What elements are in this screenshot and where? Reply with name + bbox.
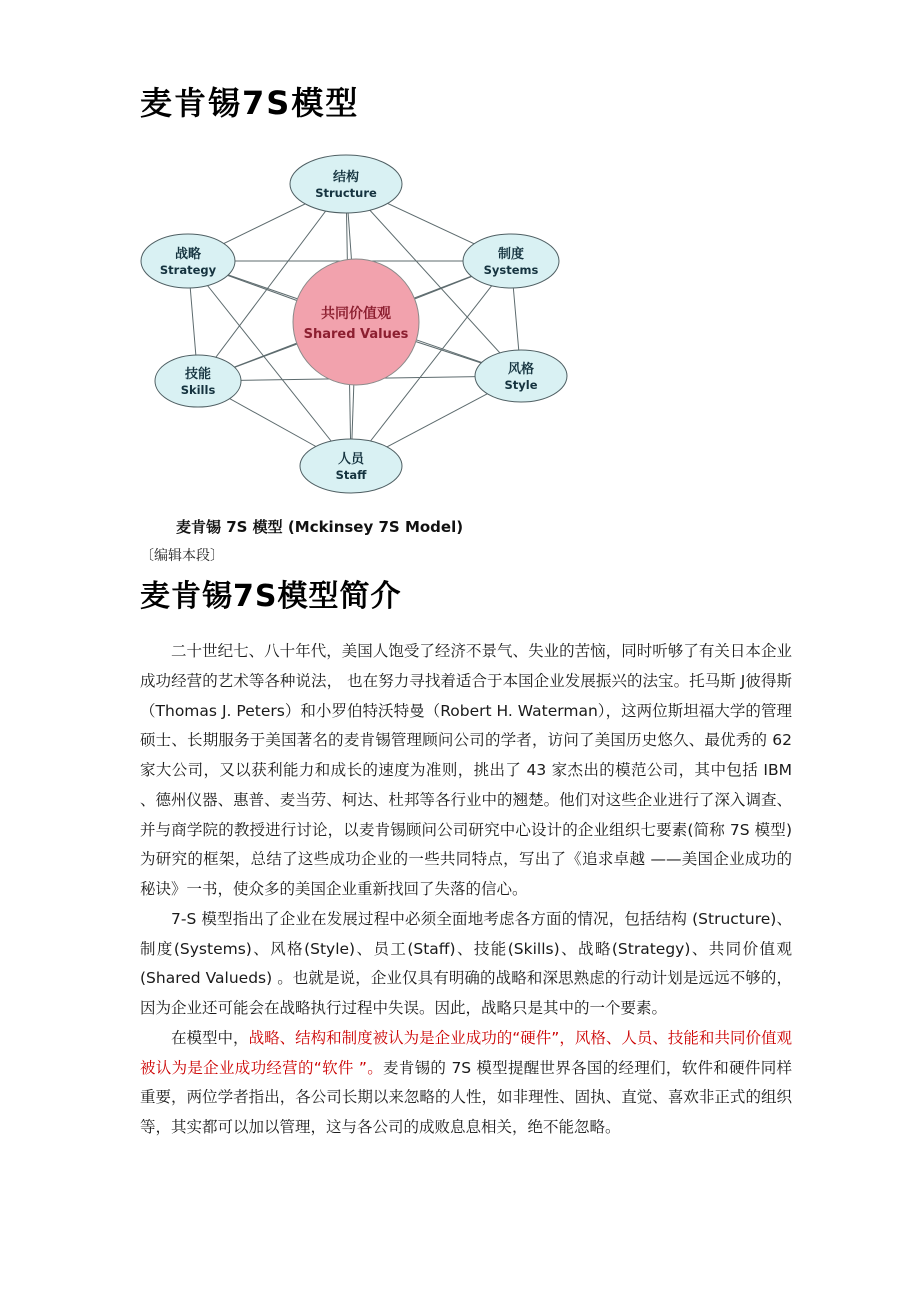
section-heading: 麦肯锡7S模型简介 [140, 579, 402, 614]
shared-values-label-en: Shared Values [303, 327, 409, 342]
shared-values-label-cn: 共同价值观 [321, 306, 391, 322]
structure-label-cn: 结构 [332, 170, 360, 185]
paragraph-hardware-software [140, 1024, 792, 1143]
diagram-node-strategy [141, 234, 235, 288]
staff-label-en: Staff [335, 468, 367, 482]
para3-red-text: 战略、结构和制度被认为是企业成功的“硬件”，风格、人员、技能和共同价值观被认为是企业成功经营的“软件 ”。 [140, 1028, 792, 1077]
diagram-node-systems [463, 234, 559, 288]
paragraph-seven-elements: 7-S 模型指出了企业在发展过程中必须全面地考虑各方面的情况，包括结构 (Structure)、制度(Systems)、风格(Style)、员工(Staff)、技能(Skills)、战略(Strategy)、共同价值观 (Shared Valueds) 。也就是说，企业仅具有明确的战略和深思熟虑的行动计划是远远不够的，因为企业还可能会在战略执行过程中失误。因此，战略只是其中的一个要素。 [140, 909, 792, 1017]
edit-section-link[interactable]: 〔编辑本段〕 [140, 548, 224, 564]
shared-values-circle [293, 259, 419, 385]
para3-lead-text: 在模型中， [171, 1028, 249, 1047]
structure-label-en: Structure [315, 186, 377, 200]
para3-rest-text: 麦肯锡的 7S 模型提醒世界各国的经理们，软件和硬件同样重要，两位学者指出，各公司长期以来忽略的人性，如非理性、固执、直觉、喜欢非正式的组织等，其实都可以加以管理，这与各公司的成败息息相关，绝不能忽略。 [140, 1058, 792, 1136]
systems-label-en: Systems [483, 263, 539, 277]
style-label-cn: 风格 [507, 362, 535, 377]
strategy-label-en: Strategy [159, 263, 217, 277]
page-title: 麦肯锡7S模型 [140, 84, 360, 122]
diagram-node-shared-values [293, 259, 419, 385]
skills-label-en: Skills [180, 383, 216, 397]
7s-diagram-svg [140, 150, 602, 506]
systems-label-cn: 制度 [497, 247, 525, 262]
skills-label-cn: 技能 [184, 367, 212, 382]
7s-model-diagram [140, 150, 602, 506]
paragraph-history: 二十世纪七、八十年代，美国人饱受了经济不景气、失业的苦恼，同时听够了有关日本企业成功经营的艺术等各种说法， 也在努力寻找着适合于本国企业发展振兴的法宝。托马斯 J彼得斯（Thomas J. Peters）和小罗伯特沃特曼（Robert H. Waterman），这两位斯坦福大学的管理硕士、长期服务于美国著名的麦肯锡管理顾问公司的学者，访问了美国历史悠久、最优秀的 62 家大公司，又以获利能力和成长的速度为准则，挑出了 43 家杰出的模范公司，其中包括 IBM 、德州仪器、惠普、麦当劳、柯达、杜邦等各行业中的翘楚。他们对这些企业进行了深入调查、并与商学院的教授进行讨论，以麦肯锡顾问公司研究中心设计的企业组织七要素(简称 7S 模型)为研究的框架，总结了这些成功企业的一些共同特点，写出了《追求卓越 ——美国企业成功的秘诀》一书，使众多的美国企业重新找回了失落的信心。 [140, 642, 792, 898]
diagram-caption: 麦肯锡 7S 模型 (Mckinsey 7S Model) [176, 518, 464, 536]
diagram-node-style [475, 350, 567, 402]
diagram-node-staff [300, 439, 402, 493]
diagram-node-structure [290, 155, 402, 213]
style-label-en: Style [504, 378, 538, 392]
diagram-node-skills [155, 355, 241, 407]
staff-label-cn: 人员 [337, 452, 365, 467]
strategy-label-cn: 战略 [174, 247, 202, 262]
